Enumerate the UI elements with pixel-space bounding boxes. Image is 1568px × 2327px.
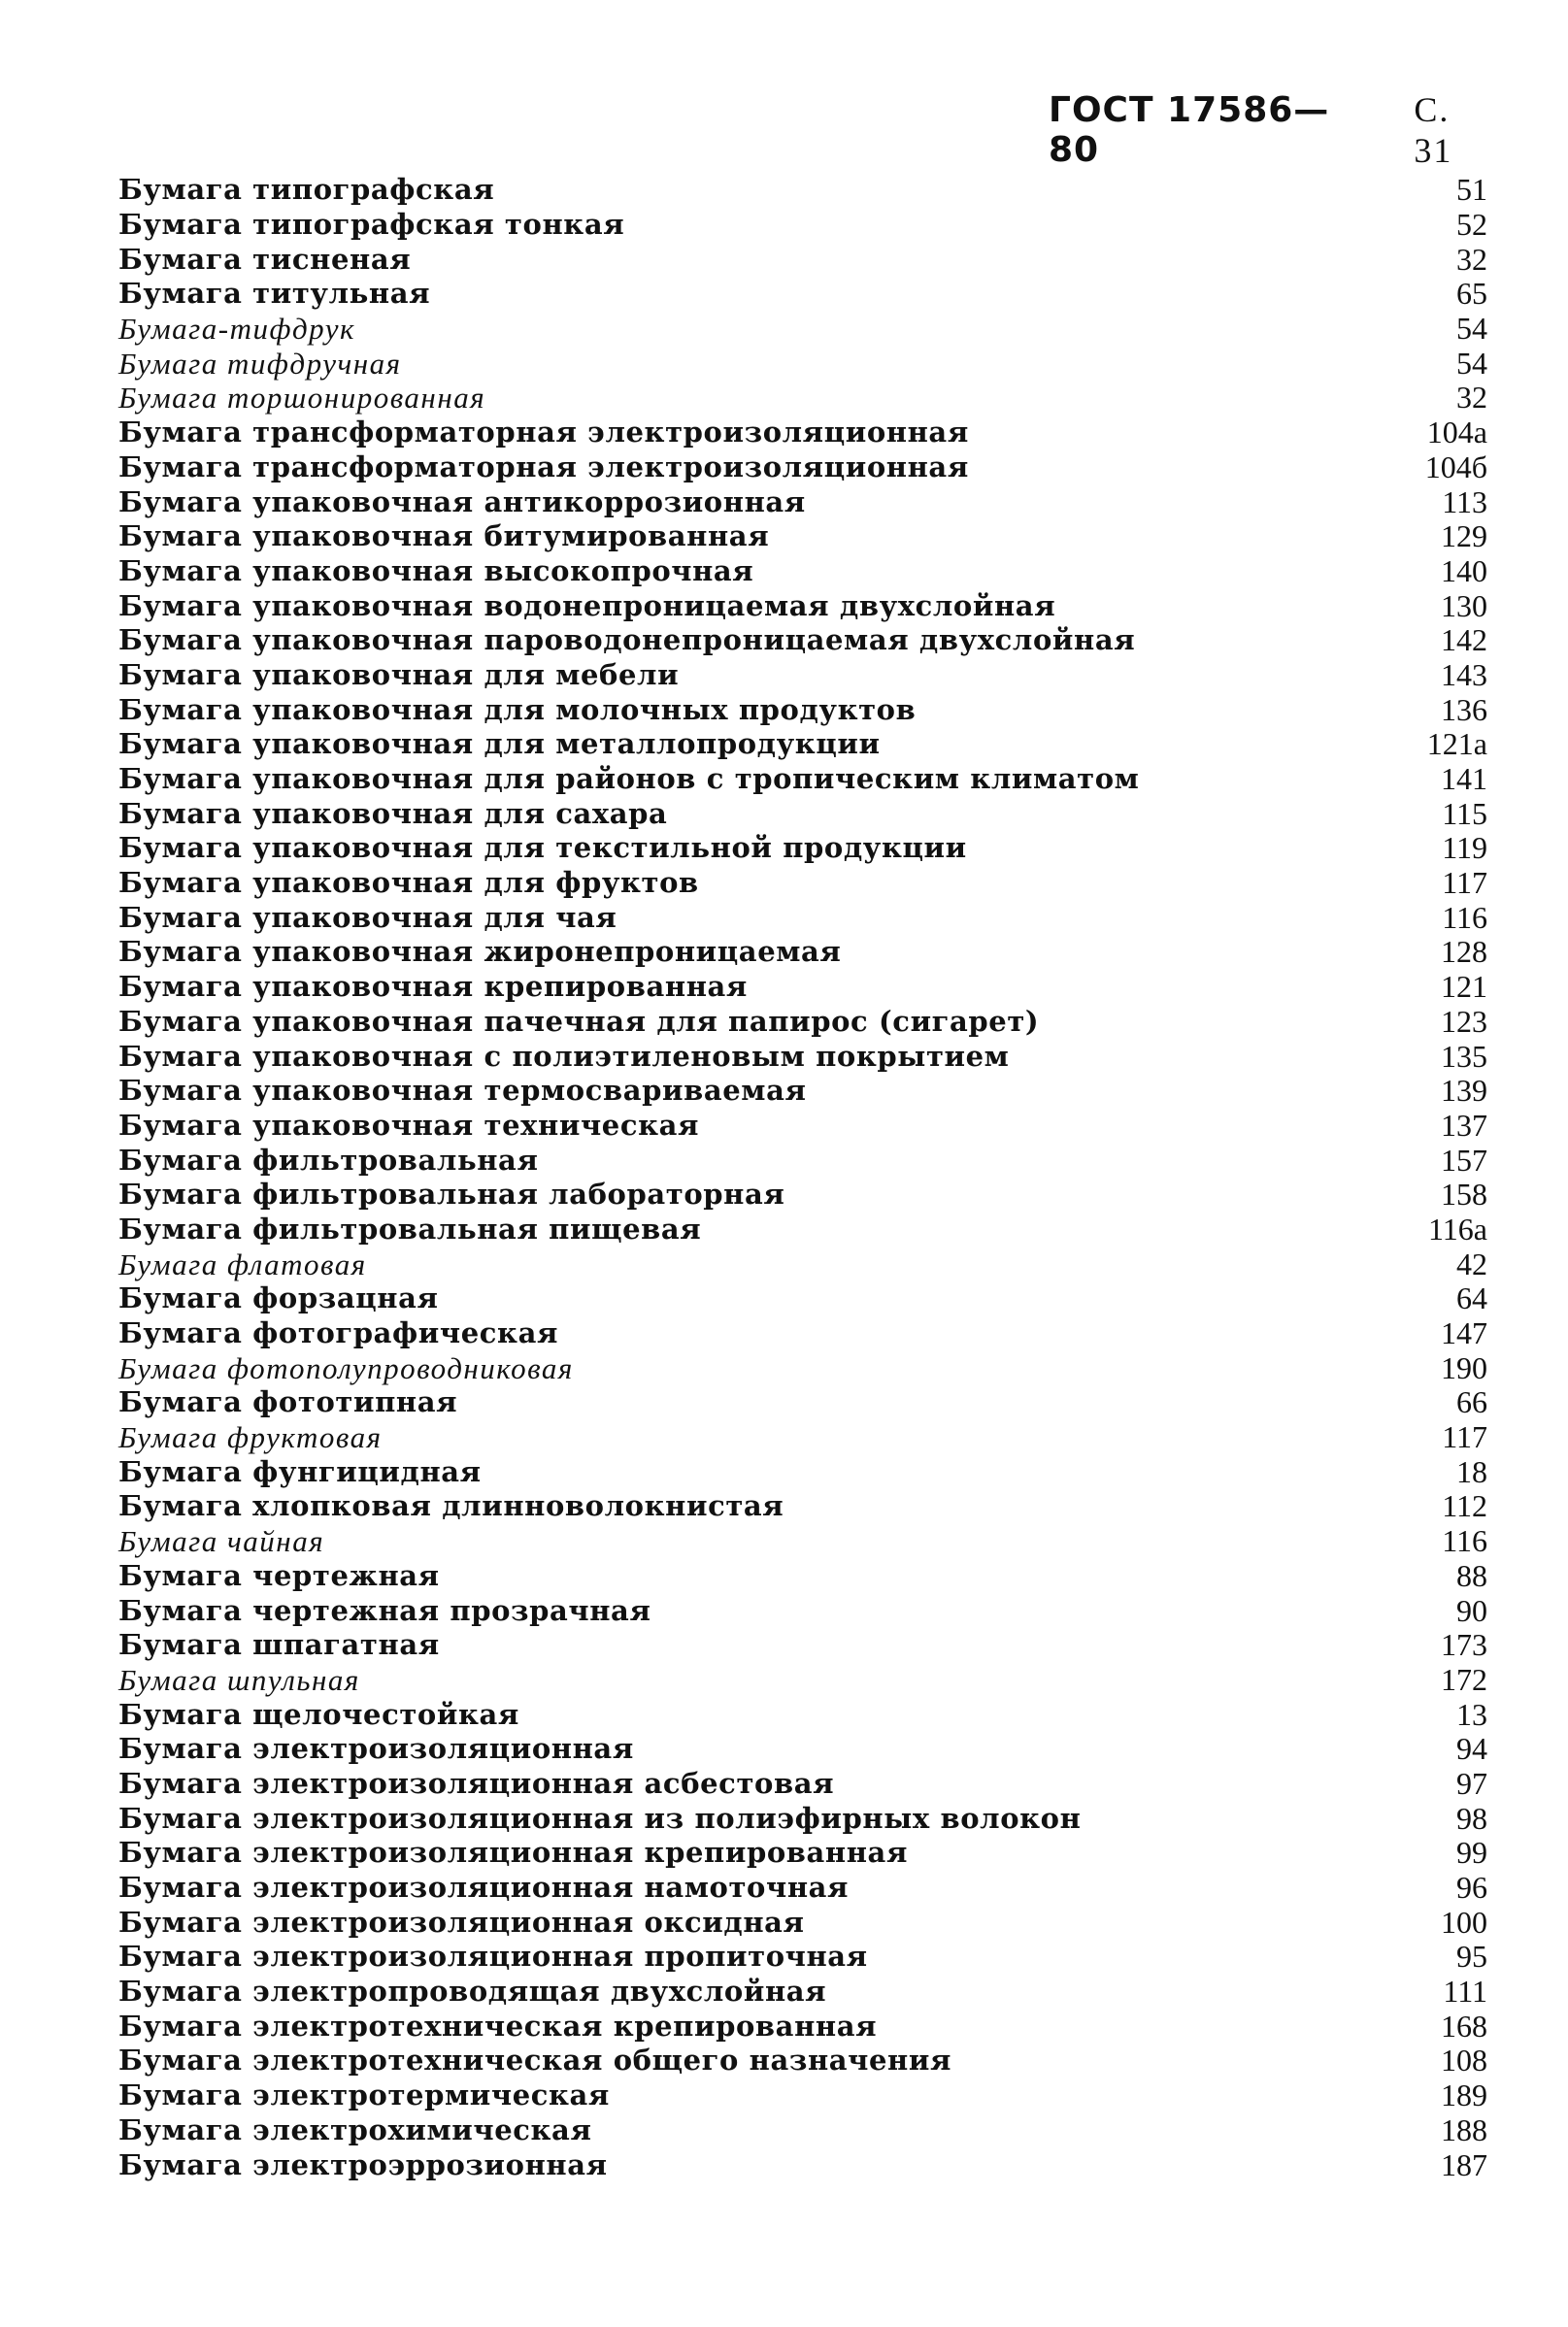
standard-number: ГОСТ 17586—80 xyxy=(1049,90,1330,170)
entry-term: Бумага фотополупроводниковая xyxy=(118,1350,574,1385)
entry-number: 147 xyxy=(1441,1315,1487,1351)
entry-number: 116 xyxy=(1442,899,1487,935)
entry-term: Бумага электроизоляционная xyxy=(118,1732,634,1766)
entry-term: Бумага упаковочная для текстильной продукции xyxy=(118,831,967,865)
entry-term: Бумага упаковочная с полиэтиленовым покрытием xyxy=(118,1039,1010,1073)
index-entry xyxy=(118,1489,1487,1524)
entry-number: 97 xyxy=(1456,1765,1487,1801)
index-entry xyxy=(118,1524,1487,1559)
index-entry xyxy=(118,762,1487,797)
entry-term: Бумага электроизоляционная пропиточная xyxy=(118,1940,868,1974)
entry-number: 121а xyxy=(1426,726,1487,762)
entry-number: 104а xyxy=(1426,415,1487,450)
index-entry xyxy=(118,416,1487,450)
index-entry xyxy=(118,2078,1487,2113)
entry-term: Бумага фильтровальная лабораторная xyxy=(118,1178,785,1212)
index-entry xyxy=(118,1559,1487,1594)
page-header xyxy=(1049,89,1495,170)
entry-number: 95 xyxy=(1456,1939,1487,1975)
index-entry xyxy=(118,312,1487,347)
index-entry xyxy=(118,1905,1487,1940)
entry-number: 65 xyxy=(1456,276,1487,312)
entry-number: 189 xyxy=(1441,2078,1487,2113)
entry-term: Бумага фунгицидная xyxy=(118,1454,482,1488)
index-entry xyxy=(118,1697,1487,1732)
index-entry xyxy=(118,1178,1487,1213)
index-entry xyxy=(118,935,1487,970)
index-entry xyxy=(118,1213,1487,1247)
entry-number: 135 xyxy=(1441,1038,1487,1074)
entry-term: Бумага упаковочная крепированная xyxy=(118,970,748,1004)
entry-number: 51 xyxy=(1456,172,1487,208)
entry-number: 130 xyxy=(1441,587,1487,623)
index-entry xyxy=(118,1836,1487,1871)
index-entry xyxy=(118,1039,1487,1074)
index-entry xyxy=(118,2113,1487,2148)
index-entry xyxy=(118,1454,1487,1489)
index-entry xyxy=(118,1940,1487,1975)
entry-number: 168 xyxy=(1441,2008,1487,2044)
entry-number: 128 xyxy=(1441,934,1487,970)
index-entry xyxy=(118,1767,1487,1802)
index-entry xyxy=(118,1005,1487,1040)
index-entry xyxy=(118,1593,1487,1628)
entry-term: Бумага шпагатная xyxy=(118,1628,440,1662)
entry-number: 123 xyxy=(1441,1003,1487,1039)
entry-term: Бумага трансформаторная электроизоляционная xyxy=(118,449,969,483)
entry-term: Бумага упаковочная антикоррозионная xyxy=(118,484,806,518)
index-entry xyxy=(118,692,1487,727)
entry-number: 190 xyxy=(1441,1349,1487,1385)
entry-number: 137 xyxy=(1441,1107,1487,1143)
index-entry xyxy=(118,1420,1487,1455)
entry-term: Бумага флатовая xyxy=(118,1247,367,1281)
entry-number: 116а xyxy=(1427,1211,1487,1247)
index-entry xyxy=(118,2009,1487,2044)
index-entry xyxy=(118,658,1487,693)
entry-term: Бумага торшонированная xyxy=(118,381,486,416)
index-entry xyxy=(118,381,1487,416)
entry-number: 115 xyxy=(1442,795,1487,831)
entry-term: Бумага фруктовая xyxy=(118,1420,383,1455)
entry-term: Бумага трансформаторная электроизоляционная xyxy=(118,416,969,449)
index-entry xyxy=(118,1074,1487,1109)
entry-number: 111 xyxy=(1443,1974,1487,2010)
entry-number: 112 xyxy=(1442,1488,1487,1524)
entry-term: Бумага типографская тонкая xyxy=(118,208,625,242)
entry-number: 157 xyxy=(1441,1142,1487,1178)
index-entry xyxy=(118,554,1487,589)
entry-term: Бумага упаковочная жиронепроницаемая xyxy=(118,935,842,969)
entry-number: 98 xyxy=(1456,1800,1487,1836)
entry-term: Бумага типографская xyxy=(118,173,495,207)
entry-number: 187 xyxy=(1441,2146,1487,2182)
entry-number: 139 xyxy=(1441,1073,1487,1109)
index-entry xyxy=(118,1281,1487,1316)
entry-number: 136 xyxy=(1441,691,1487,727)
entry-number: 13 xyxy=(1456,1696,1487,1732)
entry-term: Бумага щелочестойкая xyxy=(118,1697,519,1731)
entry-term: Бумага электропроводящая двухслойная xyxy=(118,1975,827,2009)
index-entry xyxy=(118,1628,1487,1663)
entry-number: 96 xyxy=(1456,1870,1487,1906)
entry-number: 52 xyxy=(1456,207,1487,243)
entry-number: 142 xyxy=(1441,622,1487,658)
entry-term: Бумага-тифдрук xyxy=(118,312,356,347)
entry-number: 119 xyxy=(1442,830,1487,866)
entry-number: 18 xyxy=(1456,1453,1487,1489)
entry-term: Бумага электроизоляционная крепированная xyxy=(118,1836,908,1870)
index-entry xyxy=(118,1385,1487,1420)
entry-number: 54 xyxy=(1456,311,1487,347)
entry-term: Бумага упаковочная пароводонепроницаемая двухслойная xyxy=(118,623,1136,657)
entry-term: Бумага фильтровальная xyxy=(118,1143,539,1177)
entry-term: Бумага упаковочная для металлопродукции xyxy=(118,727,881,761)
entry-term: Бумага электроизоляционная из полиэфирных волокон xyxy=(118,1801,1082,1835)
entry-number: 90 xyxy=(1456,1592,1487,1628)
entry-term: Бумага упаковочная для сахара xyxy=(118,796,668,830)
index-entry xyxy=(118,346,1487,381)
entry-number: 143 xyxy=(1441,656,1487,692)
entry-term: Бумага упаковочная пачечная для папирос (сигарет) xyxy=(118,1004,1040,1038)
index-entry xyxy=(118,208,1487,243)
entry-number: 158 xyxy=(1441,1177,1487,1213)
index-entry xyxy=(118,519,1487,554)
entry-number: 116 xyxy=(1442,1523,1487,1559)
index-entry xyxy=(118,1247,1487,1281)
entry-term: Бумага электрохимическая xyxy=(118,2112,592,2146)
index-entry xyxy=(118,242,1487,277)
entry-number: 32 xyxy=(1456,380,1487,416)
term-index-list xyxy=(118,173,1487,2182)
entry-number: 104б xyxy=(1424,449,1487,484)
entry-number: 54 xyxy=(1456,345,1487,381)
index-entry xyxy=(118,2044,1487,2078)
entry-term: Бумага тифдручная xyxy=(118,346,402,381)
entry-term: Бумага упаковочная термосвариваемая xyxy=(118,1074,807,1108)
entry-number: 100 xyxy=(1441,1904,1487,1940)
index-entry xyxy=(118,900,1487,935)
index-entry xyxy=(118,727,1487,762)
entry-term: Бумага титульная xyxy=(118,277,431,311)
entry-number: 117 xyxy=(1442,865,1487,901)
entry-term: Бумага упаковочная водонепроницаемая двухслойная xyxy=(118,588,1056,622)
index-entry xyxy=(118,1350,1487,1385)
index-entry xyxy=(118,831,1487,866)
index-entry xyxy=(118,484,1487,519)
entry-term: Бумага фильтровальная пищевая xyxy=(118,1212,702,1246)
entry-term: Бумага упаковочная битумированная xyxy=(118,519,770,553)
entry-term: Бумага электротехническая крепированная xyxy=(118,2009,878,2043)
entry-term: Бумага тисненая xyxy=(118,242,412,276)
entry-term: Бумага упаковочная для мебели xyxy=(118,657,680,691)
entry-number: 121 xyxy=(1441,969,1487,1005)
index-entry xyxy=(118,173,1487,208)
index-entry xyxy=(118,796,1487,831)
entry-term: Бумага чертежная xyxy=(118,1558,440,1592)
entry-number: 32 xyxy=(1456,241,1487,277)
page-number: С. 31 xyxy=(1414,90,1453,170)
entry-term: Бумага упаковочная техническая xyxy=(118,1108,700,1142)
index-entry xyxy=(118,277,1487,312)
index-entry xyxy=(118,970,1487,1005)
index-entry xyxy=(118,1663,1487,1698)
entry-number: 173 xyxy=(1441,1627,1487,1663)
entry-number: 99 xyxy=(1456,1835,1487,1871)
entry-term: Бумага фототипная xyxy=(118,1385,458,1419)
index-entry xyxy=(118,450,1487,485)
index-entry xyxy=(118,1975,1487,2010)
entry-term: Бумага электроизоляционная намоточная xyxy=(118,1871,850,1905)
index-entry xyxy=(118,866,1487,901)
entry-term: Бумага электроизоляционная оксидная xyxy=(118,1905,805,1939)
entry-term: Бумага электротехническая общего назначения xyxy=(118,2044,952,2078)
index-entry xyxy=(118,588,1487,623)
entry-term: Бумага упаковочная для чая xyxy=(118,900,617,934)
index-entry xyxy=(118,1143,1487,1178)
entry-term: Бумага электроэррозионная xyxy=(118,2147,608,2181)
entry-number: 188 xyxy=(1441,2111,1487,2147)
entry-number: 172 xyxy=(1441,1661,1487,1697)
entry-number: 66 xyxy=(1456,1384,1487,1420)
entry-term: Бумага фотографическая xyxy=(118,1316,558,1350)
entry-term: Бумага упаковочная для молочных продуктов xyxy=(118,692,917,726)
entry-term: Бумага электротермическая xyxy=(118,2078,610,2112)
entry-term: Бумага форзацная xyxy=(118,1281,439,1315)
entry-number: 113 xyxy=(1442,483,1487,519)
entry-term: Бумага упаковочная для фруктов xyxy=(118,866,699,900)
entry-term: Бумага чайная xyxy=(118,1524,325,1559)
entry-number: 108 xyxy=(1441,2043,1487,2078)
entry-term: Бумага упаковочная для районов с тропическим климатом xyxy=(118,762,1140,796)
entry-number: 42 xyxy=(1456,1246,1487,1281)
index-entry xyxy=(118,1801,1487,1836)
entry-term: Бумага электроизоляционная асбестовая xyxy=(118,1766,835,1800)
entry-term: Бумага чертежная прозрачная xyxy=(118,1593,651,1627)
entry-number: 129 xyxy=(1441,518,1487,554)
index-entry xyxy=(118,623,1487,658)
entry-number: 94 xyxy=(1456,1731,1487,1767)
entry-number: 117 xyxy=(1442,1419,1487,1455)
index-entry xyxy=(118,1316,1487,1351)
entry-number: 88 xyxy=(1456,1557,1487,1593)
index-entry xyxy=(118,1732,1487,1767)
entry-term: Бумага упаковочная высокопрочная xyxy=(118,553,754,587)
entry-term: Бумага шпульная xyxy=(118,1662,360,1697)
entry-term: Бумага хлопковая длинноволокнистая xyxy=(118,1489,784,1523)
index-entry xyxy=(118,2147,1487,2182)
index-entry xyxy=(118,1109,1487,1144)
entry-number: 64 xyxy=(1456,1280,1487,1316)
entry-number: 141 xyxy=(1441,761,1487,797)
entry-number: 140 xyxy=(1441,552,1487,588)
index-entry xyxy=(118,1871,1487,1906)
